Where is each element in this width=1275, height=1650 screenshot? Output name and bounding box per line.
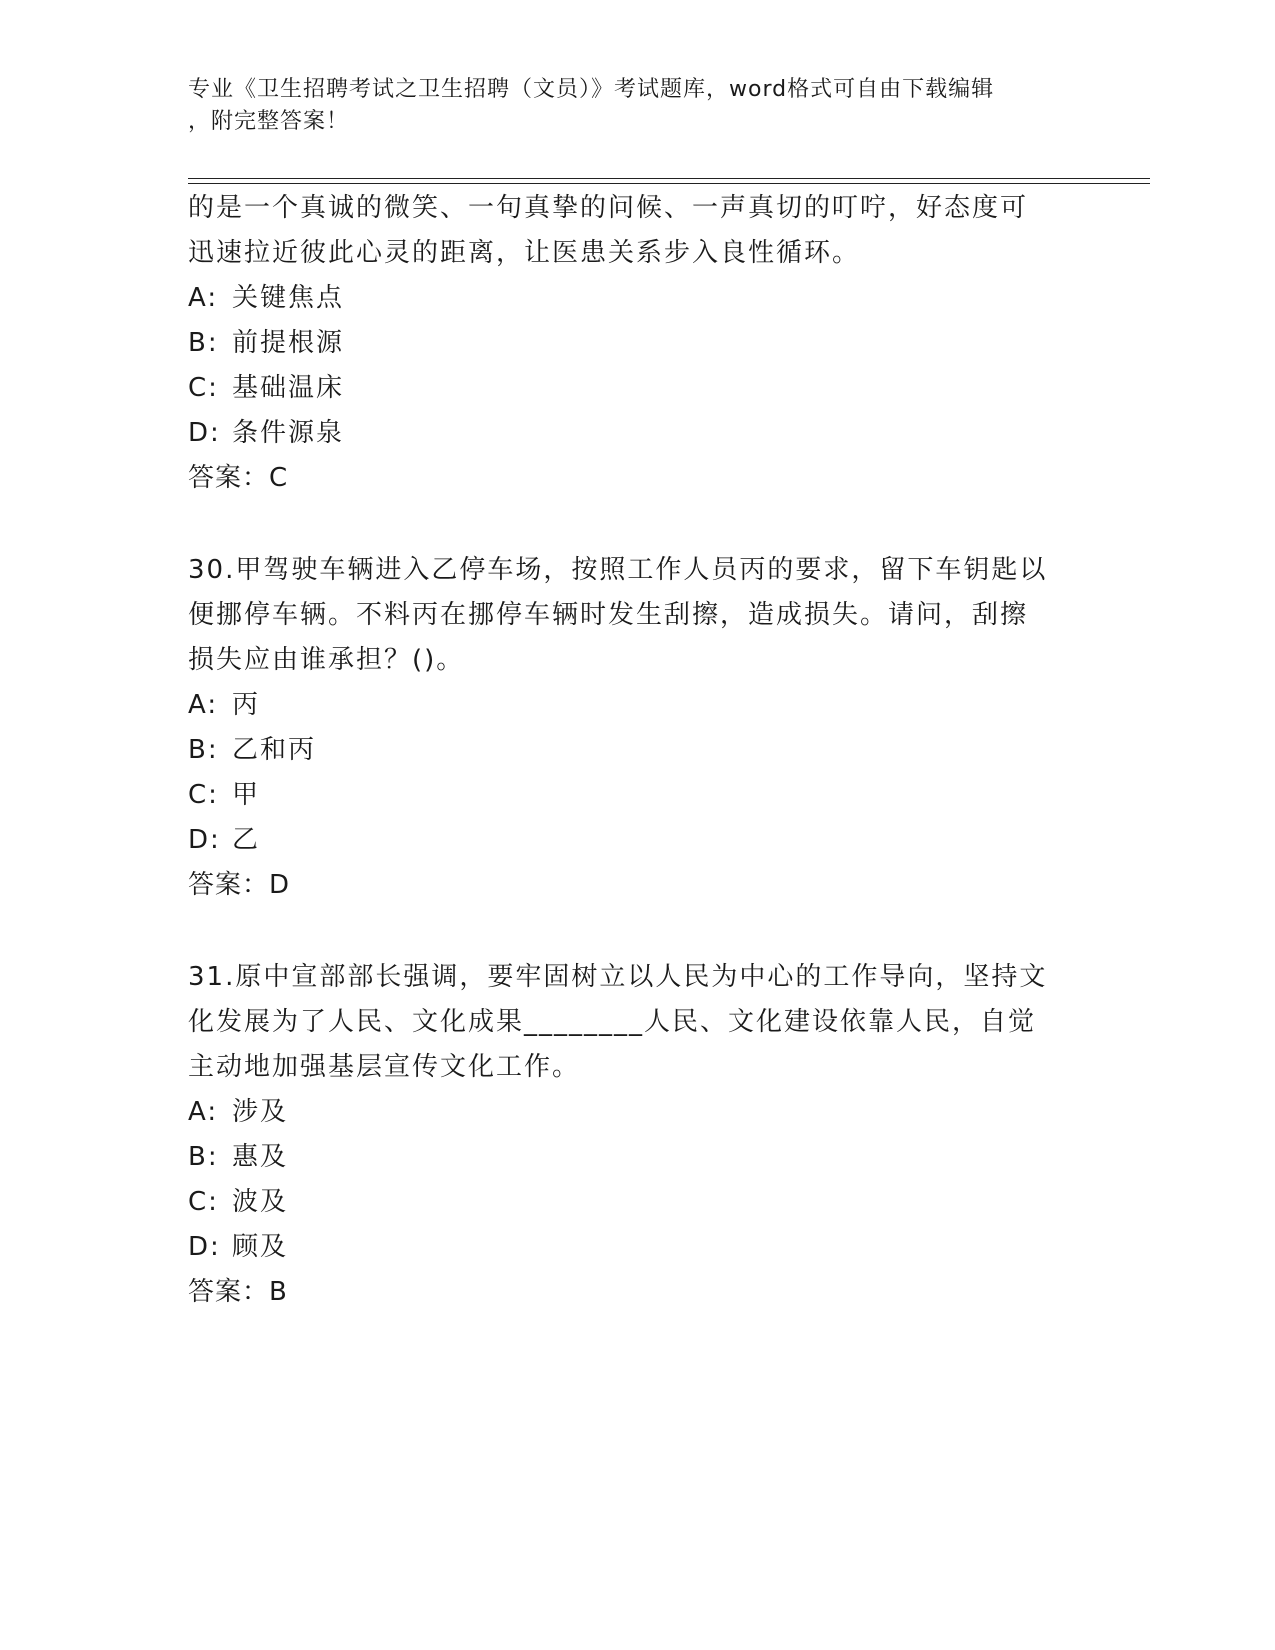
option-letter: B: — [188, 328, 219, 358]
option-text: 顾及 — [232, 1232, 289, 1262]
question-text-line: 30.甲驾驶车辆进入乙停车场，按照工作人员丙的要求，留下车钥匙以 — [188, 555, 1048, 585]
question-text-line: 的是一个真诚的微笑、一句真挚的问候、一声真切的叮咛，好态度可 — [188, 193, 1029, 223]
answer-line: 答案：C — [188, 463, 289, 493]
question-spacer — [188, 501, 1088, 548]
option-letter: D: — [188, 825, 221, 855]
header-title-line2: ，附完整答案！ — [188, 109, 350, 134]
option-b — [188, 321, 1088, 366]
option-letter: B: — [188, 1142, 219, 1172]
option-text: 波及 — [232, 1187, 289, 1217]
option-d — [188, 1225, 1088, 1270]
question-text-line: 主动地加强基层宣传文化工作。 — [188, 1052, 581, 1082]
question-30 — [188, 548, 1088, 908]
option-text: 乙和丙 — [232, 735, 317, 765]
question-text-line: 31.原中宣部部长强调，要牢固树立以人民为中心的工作导向，坚持文 — [188, 962, 1048, 992]
header-divider-bottom — [188, 183, 1150, 184]
option-c — [188, 1180, 1088, 1225]
option-a — [188, 1090, 1088, 1135]
option-text: 条件源泉 — [232, 418, 345, 448]
document-body — [188, 186, 1088, 1315]
question-text-line: 损失应由谁承担？()。 — [188, 645, 465, 675]
option-letter: C: — [188, 1187, 219, 1217]
header-divider-top — [188, 178, 1150, 179]
option-text: 涉及 — [232, 1097, 289, 1127]
question-text-line: 迅速拉近彼此心灵的距离，让医患关系步入良性循环。 — [188, 238, 861, 268]
question-spacer — [188, 908, 1088, 955]
option-d — [188, 818, 1088, 863]
question-31 — [188, 955, 1088, 1315]
option-text: 前提根源 — [232, 328, 345, 358]
option-letter: A: — [188, 1097, 219, 1127]
header-title-line1: 专业《卫生招聘考试之卫生招聘（文员）》考试题库，word格式可自由下载编辑 — [188, 77, 995, 102]
option-d — [188, 411, 1088, 456]
option-b — [188, 728, 1088, 773]
answer-line: 答案：B — [188, 1277, 288, 1307]
option-text: 惠及 — [232, 1142, 289, 1172]
option-text: 乙 — [232, 825, 261, 855]
answer-line: 答案：D — [188, 870, 291, 900]
option-letter: C: — [188, 373, 219, 403]
option-letter: B: — [188, 735, 219, 765]
option-text: 甲 — [232, 780, 261, 810]
option-text: 关键焦点 — [232, 283, 345, 313]
option-c — [188, 366, 1088, 411]
option-letter: C: — [188, 780, 219, 810]
question-text-line: 便挪停车辆。不料丙在挪停车辆时发生刮擦，造成损失。请问，刮擦 — [188, 600, 1029, 630]
option-c — [188, 773, 1088, 818]
option-text: 基础温床 — [232, 373, 345, 403]
option-letter: A: — [188, 283, 219, 313]
question-text-line: 化发展为了人民、文化成果________人民、文化建设依靠人民，自觉 — [188, 1007, 1037, 1037]
question-continued — [188, 186, 1088, 501]
option-b — [188, 1135, 1088, 1180]
option-a — [188, 683, 1088, 728]
option-text: 丙 — [232, 690, 261, 720]
document-header — [188, 74, 1088, 138]
option-letter: A: — [188, 690, 219, 720]
option-letter: D: — [188, 418, 221, 448]
option-a — [188, 276, 1088, 321]
option-letter: D: — [188, 1232, 221, 1262]
